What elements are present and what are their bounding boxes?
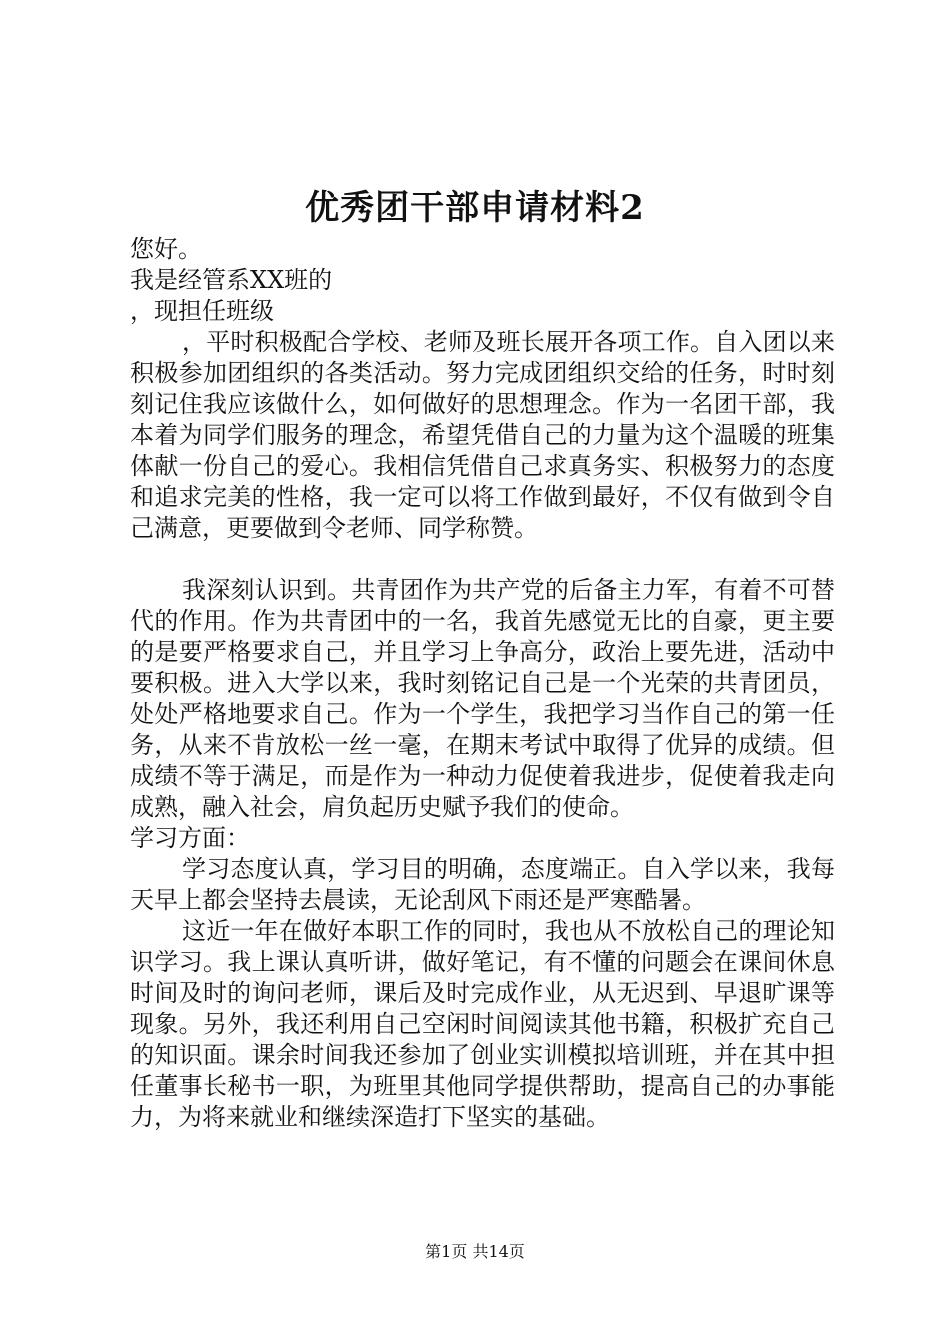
section-heading-study: 学习方面： (130, 824, 250, 852)
paragraph-work: ，平时积极配合学校、老师及班长展开各项工作。自入团以来积极参加团组织的各类活动。努力完成团组织交给的任务，时时刻刻记住我应该做什么，如何做好的思想理念。作为一名团干部，我本着为同学们服务的理念，希望凭借自己的力量为这个温暖的班集体献一份自己的爱心。我相信凭借自己求真务实、积极努力的态度和追求完美的性格，我一定可以将工作做到最好，不仅有做到令自己满意，更要做到令老师、同学称赞。 (130, 328, 835, 542)
position-line: ，现担任班级 (130, 297, 274, 325)
paragraph-study-theory: 这近一年在做好本职工作的同时，我也从不放松自己的理论知识学习。我上课认真听讲，做好笔记，有不懂的问题会在课间休息时间及时的询问老师，课后及时完成作业，从无迟到、早退旷课等现象。另外，我还利用自己空闲时间阅读其他书籍，积极扩充自己的知识面。课余时间我还参加了创业实训模拟培训班，并在其中担任董事长秘书一职，为班里其他同学提供帮助，提高自己的办事能力，为将来就业和继续深造打下坚实的基础。 (130, 917, 835, 1131)
greeting-line: 您好。 (130, 235, 202, 263)
paragraph-gap (130, 544, 835, 575)
document-body (130, 234, 835, 1133)
paragraph-study-attitude: 学习态度认真，学习目的明确，态度端正。自入学以来，我每天早上都会坚持去晨读，无论刮风下雨还是严寒酷暑。 (130, 855, 835, 914)
document-title: 优秀团干部申请材料2 (305, 188, 645, 228)
intro-line: 我是经管系XX班的 (130, 266, 333, 294)
paragraph-league: 我深刻认识到。共青团作为共产党的后备主力军，有着不可替代的作用。作为共青团中的一名，我首先感觉无比的自豪，更主要的是要严格要求自己，并且学习上争高分，政治上要先进，活动中要积极。进入大学以来，我时刻铭记自己是一个光荣的共青团员，处处严格地要求自己。作为一个学生，我把学习当作自己的第一任务，从来不肯放松一丝一毫，在期末考试中取得了优异的成绩。但成绩不等于满足，而是作为一种动力促使着我进步，促使着我走向成熟，融入社会，肩负起历史赋予我们的使命。 (130, 576, 835, 821)
page-footer: 第1页 共14页 (425, 1242, 525, 1261)
